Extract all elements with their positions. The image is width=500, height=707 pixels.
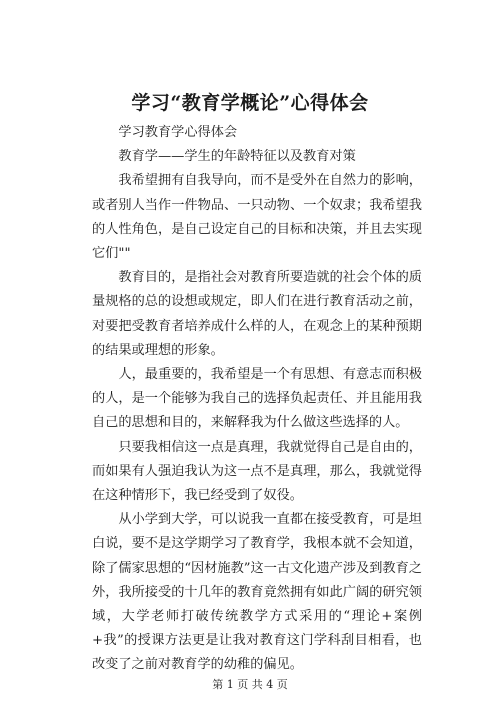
- page-number: 第 1 页 共 4 页: [212, 678, 288, 691]
- paragraph: 我希望拥有自我导向，而不是受外在自然力的影响，或者别人当作一件物品、一只动物、一个奴隶；我希望我的人性角色，是自己设定自己的目标和决策，并且去实现它们"": [92, 173, 422, 262]
- document-title: 学习“教育学概论”心得体会: [131, 92, 369, 114]
- document-body: [92, 121, 422, 678]
- paragraph: 教育目的，是指社会对教育所要造就的社会个体的质量规格的总的设想或规定，即人们在进行教育活动之前，对要把受教育者培养成什么样的人，在观念上的某种预期的结果或理想的形象。: [92, 270, 422, 358]
- paragraph-subheading: 教育学——学生的年龄特征以及教育对策: [118, 149, 356, 165]
- paragraph: 从小学到大学，可以说我一直都在接受教育，可是坦白说，要不是这学期学习了教育学，我根本就不会知道，除了儒家思想的“因材施教”这一古文化遗产涉及到教育之外，我所接受的十几年的教育竟然拥有如此广阔的研究领域，大学老师打破传统教学方式采用的“理论+案例+我”的授课方法更是让我对教育这门学科刮目相看，也改变了之前对教育学的幼稚的偏见。: [92, 512, 422, 673]
- paragraph-heading: 学习教育学心得体会: [118, 125, 238, 140]
- paragraph: 人，最重要的，我希望是一个有思想、有意志而积极的人，是一个能够为我自己的选择负起责任、并且能用我自己的思想和目的，来解释我为什么做这些选择的人。: [92, 367, 422, 431]
- paragraph: 只要我相信这一点是真理，我就觉得自己是自由的，而如果有人强迫我认为这一点不是真理，那么，我就觉得在这种情形下，我已经受到了奴役。: [92, 439, 422, 504]
